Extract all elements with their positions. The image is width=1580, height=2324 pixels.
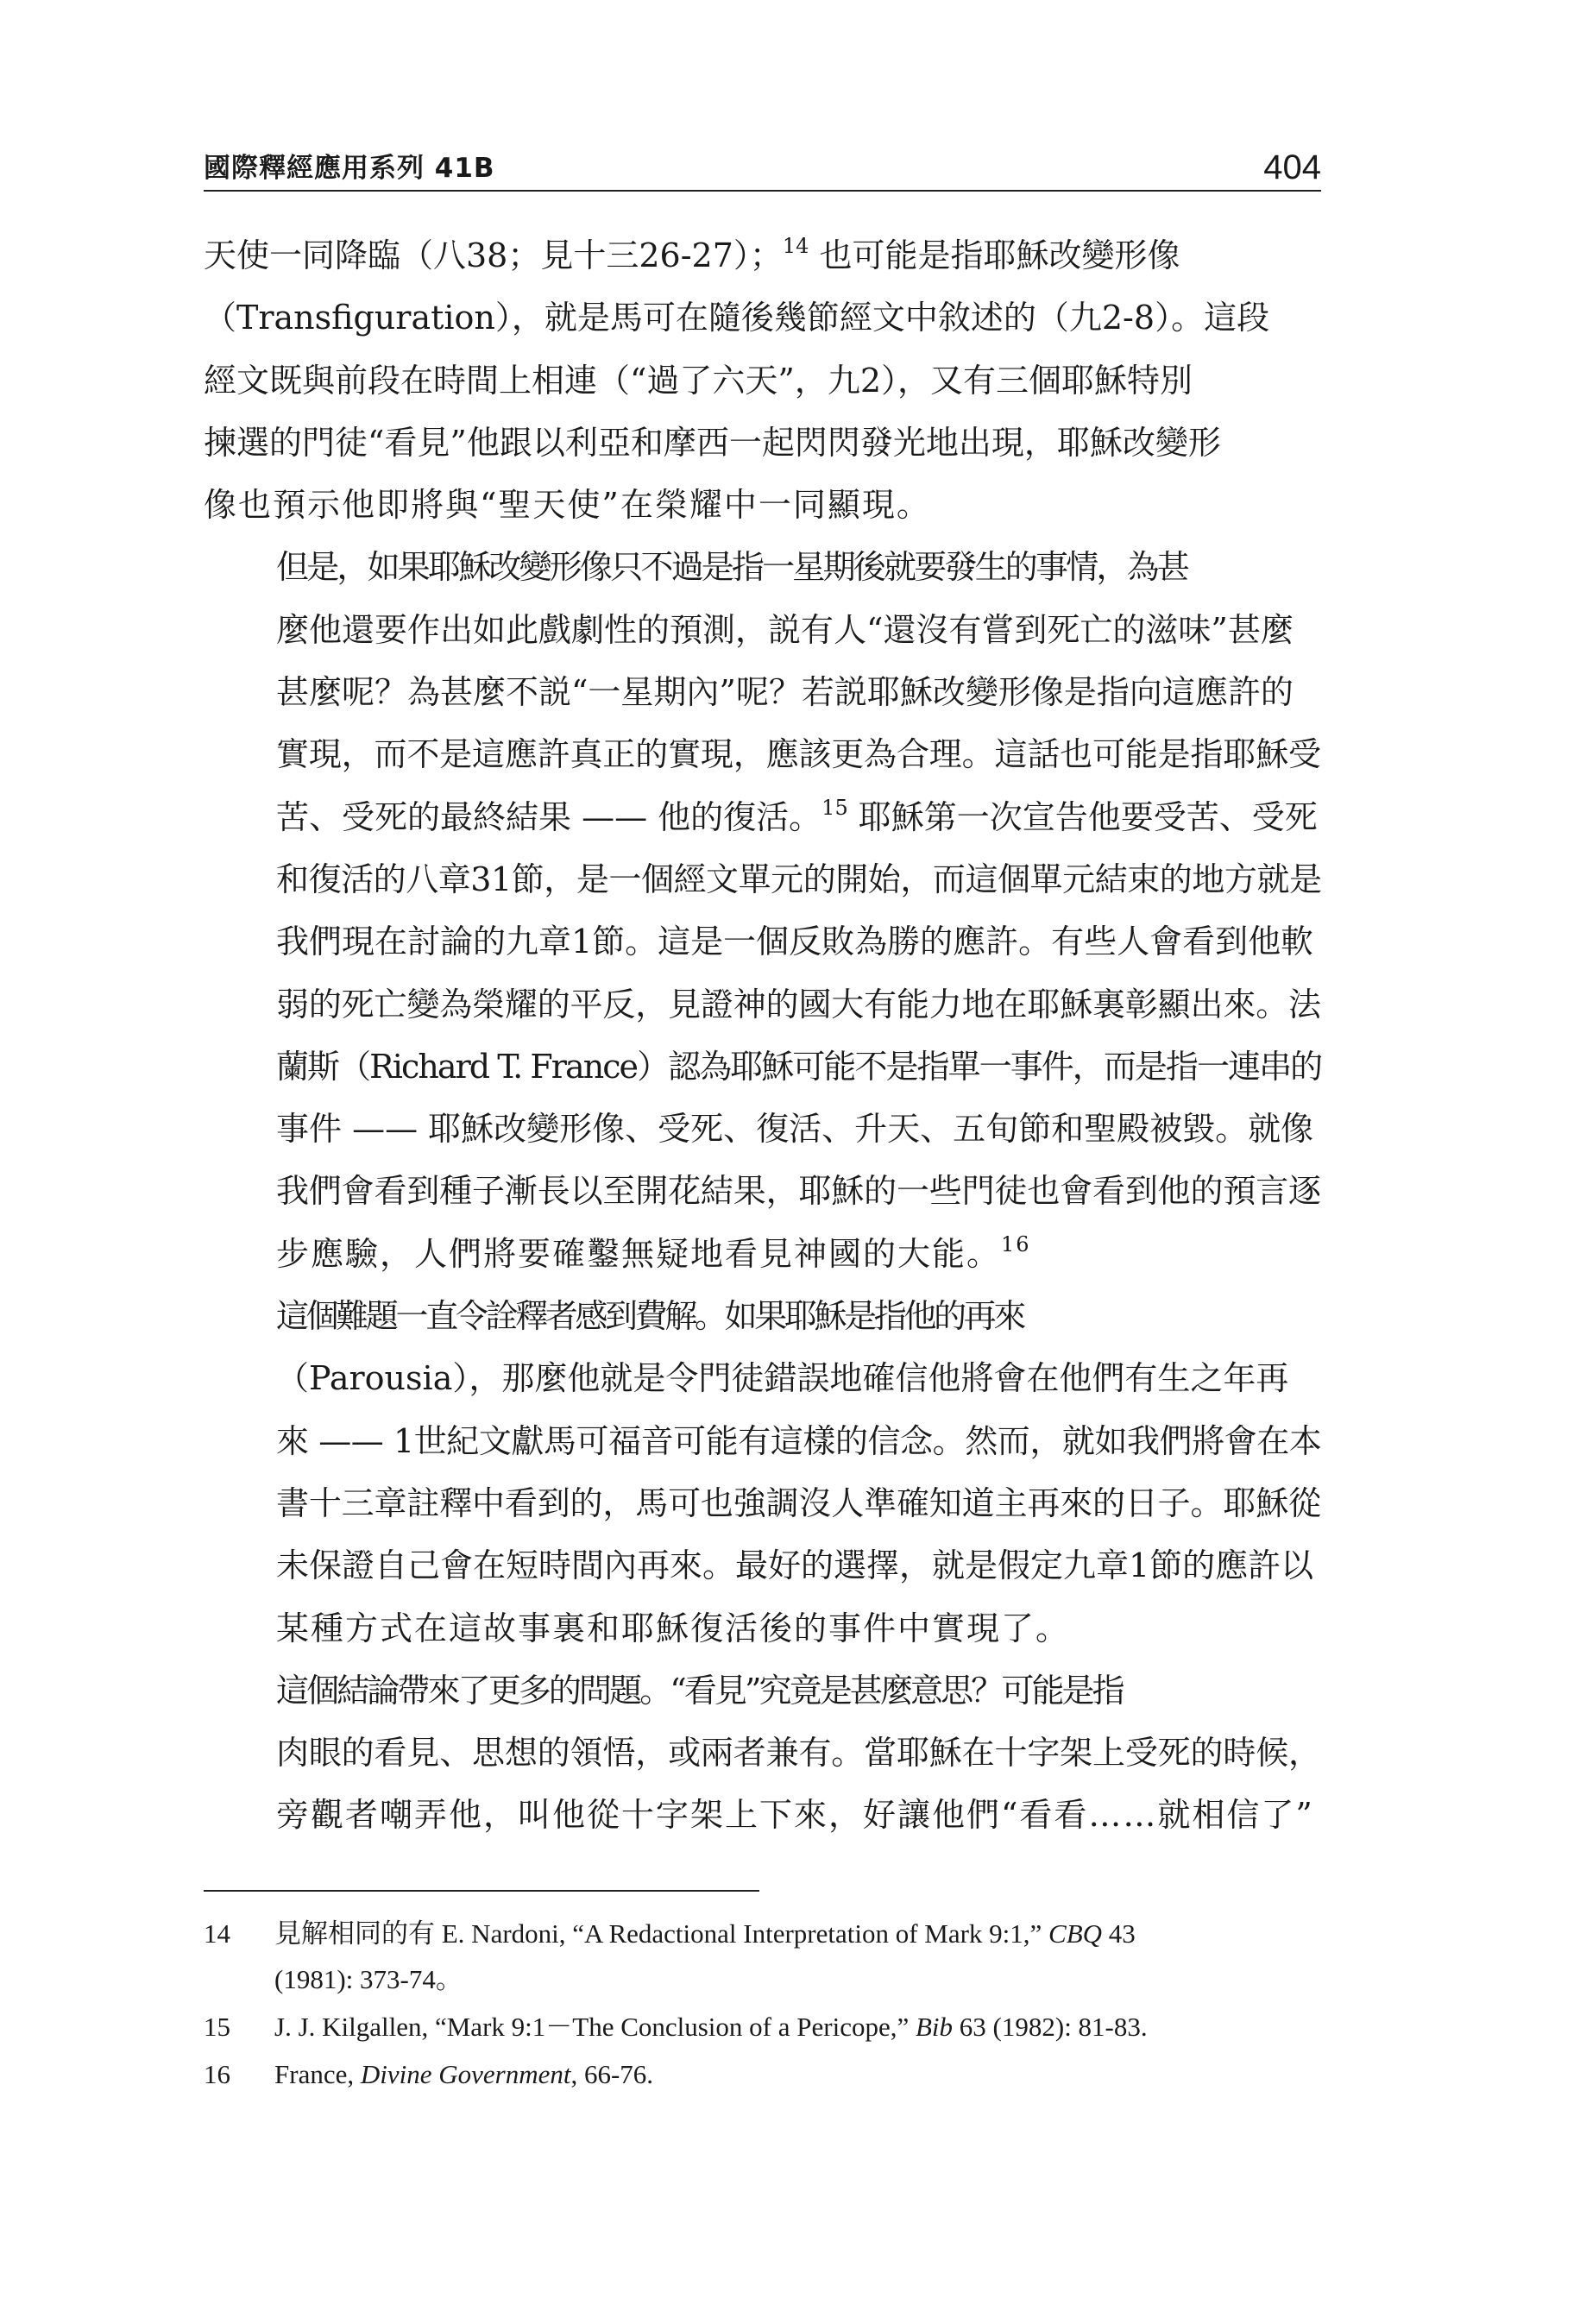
footnote	[204, 2051, 1321, 2097]
text-line	[204, 287, 1321, 349]
footnote-line	[274, 2051, 1321, 2097]
page-number: 404	[1263, 148, 1321, 186]
footnote-number: 14	[204, 1918, 230, 1949]
text-line	[204, 1660, 1321, 1722]
line-text: 揀選的門徒“看見”他跟以利亞和摩西一起閃閃發光地出現，耶穌改變形	[204, 423, 1221, 462]
text-line	[204, 786, 1321, 848]
paragraph	[204, 1285, 1321, 1660]
line-text: 和復活的八章31節，是一個經文單元的開始，而這個單元結束的地方就是	[276, 860, 1322, 898]
text-line	[204, 661, 1321, 723]
paragraph	[204, 536, 1321, 1285]
text-line	[204, 224, 1321, 287]
line-text: （Parousia），那麼他就是令門徒錯誤地確信他將會在他們有生之年再	[276, 1359, 1289, 1398]
footnote-number: 16	[204, 2058, 230, 2089]
text-line	[204, 1223, 1321, 1285]
footnotes	[204, 1911, 1321, 2097]
footnote-text	[274, 2051, 1321, 2097]
footnote-line	[274, 1911, 1321, 1956]
footnote	[204, 2004, 1321, 2050]
line-text: 天使一同降臨（八38；見十三26-27）；	[204, 236, 783, 274]
line-text: 像也預示他即將與“聖天使”在榮耀中一同顯現。	[204, 486, 931, 525]
footnote	[204, 1911, 1321, 2002]
line-text: 經文既與前段在時間上相連（“過了六天”，九2），又有三個耶穌特別	[204, 361, 1193, 400]
text-line	[204, 1722, 1321, 1784]
text-line	[204, 1410, 1321, 1472]
citation-detail: 43	[1102, 1918, 1136, 1949]
book-page	[204, 129, 1321, 2099]
text-line	[204, 1472, 1321, 1534]
line-text: 這個結論帶來了更多的問題。“看見”究竟是甚麼意思？可能是指	[276, 1671, 1123, 1710]
footnote-marker[interactable]: 14	[782, 234, 809, 258]
series-title: 國際釋經應用系列 41B	[204, 153, 495, 184]
line-text: 實現，而不是這應許真正的實現，應該更為合理。這話也可能是指耶穌受	[276, 735, 1321, 774]
text-line	[204, 1597, 1321, 1660]
citation-text: (1981): 373-74。	[274, 1963, 463, 1994]
line-text: 但是，如果耶穌改變形像只不過是指一星期後就要發生的事情，為甚	[276, 548, 1188, 587]
line-text: 來 —— 1世紀文獻馬可福音可能有這樣的信念。然而，就如我們將會在本	[276, 1421, 1322, 1460]
footnote-marker[interactable]: 16	[1001, 1231, 1031, 1256]
paragraph	[204, 1660, 1321, 1847]
text-line	[204, 474, 1321, 536]
text-line	[204, 350, 1321, 412]
line-text: 我們現在討論的九章1節。這是一個反敗為勝的應許。有些人會看到他軟	[276, 923, 1314, 961]
line-text: 旁觀者嘲弄他，叫他從十字架上下來，好讓他們“看看……就相信了”	[276, 1796, 1314, 1835]
footnote-line	[274, 2004, 1321, 2050]
line-text: 甚麼呢？為甚麼不説“一星期內”呢？若説耶穌改變形像是指向這應許的	[276, 673, 1294, 712]
text-line	[204, 412, 1321, 474]
citation-title: CBQ	[1048, 1918, 1103, 1949]
line-text: 肉眼的看見、思想的領悟，或兩者兼有。當耶穌在十字架上受死的時候，	[276, 1734, 1321, 1773]
line-text: 步應驗，人們將要確鑿無疑地看見神國的大能。	[276, 1234, 1002, 1273]
citation-title: Bib	[915, 2011, 954, 2042]
text-line	[204, 536, 1321, 598]
citation-text: 見解相同的有 E. Nardoni, “A Redactional Interpretation of Mark 9:1,”	[274, 1918, 1049, 1949]
line-text: （Transfiguration），就是馬可在隨後幾節經文中敘述的（九2-8）。這段	[204, 299, 1270, 337]
footnote-divider	[204, 1890, 759, 1892]
citation-title: Divine Government	[360, 2058, 571, 2089]
main-text	[204, 224, 1321, 1847]
line-text: 某種方式在這故事裏和耶穌復活後的事件中實現了。	[276, 1609, 1071, 1647]
text-line	[204, 973, 1321, 1036]
citation-text: France,	[274, 2058, 361, 2089]
line-text: 我們會看到種子漸長以至開花結果，耶穌的一些門徒也會看到他的預言逐	[276, 1172, 1321, 1211]
line-text: 事件 —— 耶穌改變形像、受死、復活、升天、五旬節和聖殿被毀。就像	[276, 1110, 1314, 1149]
line-text: 苦、受死的最終結果 —— 他的復活。	[276, 797, 822, 836]
line-text: 麼他還要作出如此戲劇性的預測，説有人“還沒有嘗到死亡的滋味”甚麼	[276, 610, 1294, 649]
text-line	[204, 1160, 1321, 1222]
paragraph	[204, 224, 1321, 536]
citation-detail: 63 (1982): 81-83.	[953, 2011, 1148, 2042]
footnote-marker[interactable]: 15	[821, 795, 848, 820]
citation-text: J. J. Kilgallen, “Mark 9:1－The Conclusion of a Pericope,”	[274, 2011, 916, 2042]
line-text: 這個難題一直令詮釋者感到費解。如果耶穌是指他的再來	[276, 1297, 1024, 1336]
running-header	[204, 129, 1321, 192]
footnote-text	[274, 1911, 1321, 2002]
footnote-line	[274, 1956, 1321, 2002]
text-line	[204, 848, 1321, 910]
text-line	[204, 1784, 1321, 1846]
text-line	[204, 1534, 1321, 1597]
text-line	[204, 1347, 1321, 1409]
line-text: 書十三章註釋中看到的，馬可也強調沒人準確知道主再來的日子。耶穌從	[276, 1483, 1321, 1522]
text-line	[204, 723, 1321, 785]
text-line	[204, 1285, 1321, 1347]
text-line	[204, 1098, 1321, 1160]
line-text-after-note: 也可能是指耶穌改變形像	[809, 236, 1180, 274]
line-text: 未保證自己會在短時間內再來。最好的選擇，就是假定九章1節的應許以	[276, 1546, 1314, 1585]
line-text-after-note: 耶穌第一次宣告他要受苦、受死	[847, 797, 1318, 836]
text-line	[204, 599, 1321, 661]
citation-detail: , 66-76.	[570, 2058, 654, 2089]
line-text: 蘭斯（Richard T. France）認為耶穌可能不是指單一事件，而是指一連串的	[276, 1047, 1322, 1086]
text-line	[204, 910, 1321, 973]
text-line	[204, 1036, 1321, 1098]
footnote-text	[274, 2004, 1321, 2050]
line-text: 弱的死亡變為榮耀的平反，見證神的國大有能力地在耶穌裏彰顯出來。法	[276, 985, 1321, 1023]
footnote-number: 15	[204, 2011, 230, 2042]
